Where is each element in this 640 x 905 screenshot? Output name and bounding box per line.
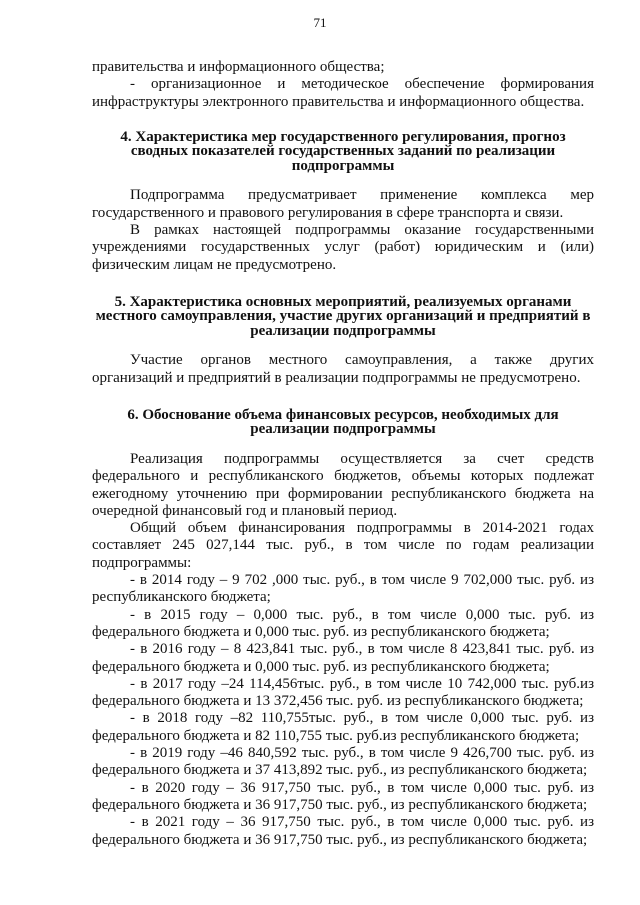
section-6-heading: 6. Обоснование объема финансовых ресурсов, необходимых для реализации подпрограммы [127, 406, 559, 438]
section-6-paragraph-2: Общий объем финансирования подпрограммы в 2014-2021 годах составляет 245 027,144 тыс. руб., в том числе по годам реализации подпрограммы: [92, 520, 594, 571]
intro-line-1: правительства и информационного общества; [92, 59, 385, 75]
funding-year-2016: - в 2016 году – 8 423,841 тыс. руб., в том числе 8 423,841 тыс. руб. из федерального бюджета и 0,000 тыс. руб. из республиканского бюджета; [92, 641, 594, 675]
funding-year-2019: - в 2019 году –46 840,592 тыс. руб., в том числе 9 426,700 тыс. руб. из федерального бюджета и 37 413,892 тыс. руб., из республиканского бюджета; [92, 745, 594, 779]
funding-year-2015: - в 2015 году – 0,000 тыс. руб., в том числе 0,000 тыс. руб. из федерального бюджета и 0,000 тыс. руб. из республиканского бюджета; [92, 606, 594, 640]
funding-year-2014: - в 2014 году – 9 702 ,000 тыс. руб., в том числе 9 702,000 тыс. руб. из республиканского бюджета; [92, 572, 594, 606]
funding-year-2017: - в 2017 году –24 114,456тыс. руб., в том числе 10 742,000 тыс. руб.из федерального бюджета и 13 372,456 тыс. руб. из республиканского бюджета; [92, 675, 594, 710]
funding-year-2018: - в 2018 году –82 110,755тыс. руб., в том числе 0,000 тыс. руб. из федерального бюджета и 82 110,755 тыс. руб.из республиканского бюджета; [92, 710, 594, 744]
section-6-paragraph-1: Реализация подпрограммы осуществляется за счет средств федерального и республиканского бюджетов, объемы которых подлежат ежегодному уточнению при формировании республиканского бюджета на очередной финансовый год и плановый период. [92, 450, 594, 519]
section-4-paragraph-1: Подпрограмма предусматривает применение комплекса мер государственного и правового регулирования в сфере транспорта и связи. [92, 187, 594, 221]
section-5-paragraph-1: Участие органов местного самоуправления, а также других организаций и предприятий в реализации подпрограммы не предусмотрено. [92, 352, 594, 386]
section-5-heading: 5. Характеристика основных мероприятий, реализуемых органами местного самоуправления, участие других организаций и предприятий в реализации подпрограммы [95, 293, 591, 339]
section-4-heading: 4. Характеристика мер государственного регулирования, прогноз сводных показателей государственных заданий по реализации подпрограммы [120, 128, 566, 174]
intro-line-2: - организационное и методическое обеспечение формирования инфраструктуры электронного правительства и информационного общества. [92, 76, 594, 110]
funding-year-2020: - в 2020 году – 36 917,750 тыс. руб., в том числе 0,000 тыс. руб. из федерального бюджета и 36 917,750 тыс. руб., из республиканского бюджета; [92, 779, 594, 813]
funding-year-2021: - в 2021 году – 36 917,750 тыс. руб., в том числе 0,000 тыс. руб. из федерального бюджета и 36 917,750 тыс. руб., из республиканского бюджета; [92, 814, 594, 848]
section-4-paragraph-2: В рамках настоящей подпрограммы оказание государственными учреждениями государственных услуг (работ) юридическим и (или) физическим лицам не предусмотрено. [92, 221, 594, 273]
page-number: 71 [313, 15, 327, 30]
page-body [92, 59, 594, 849]
